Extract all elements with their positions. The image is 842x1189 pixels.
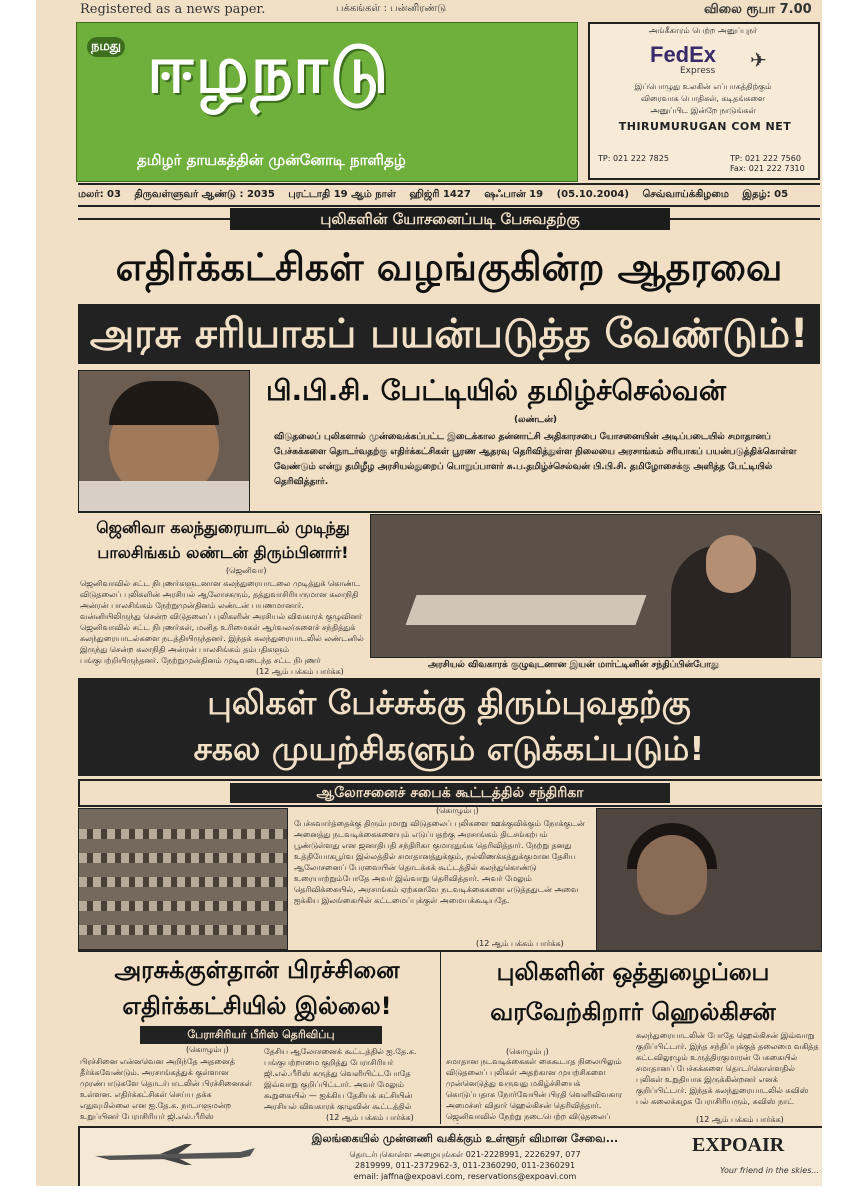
expoair-email: email: jaffna@expoavi.com, reservations@expoavi.com	[353, 1172, 577, 1181]
photo-face	[637, 835, 707, 915]
price-label: விலை ரூபா 7.00	[704, 2, 812, 17]
divider	[78, 511, 820, 513]
story3-dateline: (கொழும்பு)	[436, 806, 479, 815]
ad-line-3: விரைவாக பொதிகள், கடிதங்களை	[640, 94, 766, 103]
story5-jump: (12 ஆம் பக்கம் பார்க்க)	[696, 1115, 784, 1124]
story1-headline: எதிர்க்கட்சிகள் வழங்குகின்ற ஆதரவை	[115, 245, 783, 289]
story4-col2: தேசிய ஆலோசனைக் கூட்டத்தில் ஐ.தே.க. பங்குபற்றாமை குறித்து பேராசிரியர் ஜி.எல்.பீரிஸ் கருத்து வெளியிட்டபோதே இவ்வாறு குறிப்பிட்டார். அவர் மேலும் கூறுகையில் — ஐக்கிய தேசியக் கட்சியின் அரசியல் விவகாரக் குழுவின் கூட்டத்தில்	[264, 1047, 417, 1110]
dateline-year: திருவள்ளுவர் ஆண்டு : 2035	[134, 189, 275, 200]
story1-kicker: புலிகளின் யோசனைப்படி பேசுவதற்கு	[230, 208, 670, 230]
story4-kicker: பேராசிரியர் பீரிஸ் தெரிவிப்பு	[140, 1026, 382, 1044]
page-count: பக்கங்கள் : பன்னிரண்டு	[336, 3, 447, 14]
ad-line-4: அனுப்பிட இன்றே நாடுங்கள்	[650, 106, 756, 115]
photo-row	[79, 901, 287, 911]
photo-hair	[109, 381, 219, 425]
story2-dateline: (ஜெனிவா)	[226, 566, 267, 575]
meeting-photo	[370, 514, 822, 658]
chandrika-photo	[596, 808, 822, 952]
expoair-tagline: Your friend in the skies...	[720, 1166, 819, 1175]
photo-row	[79, 829, 287, 839]
dateline-issue: இதழ்: 05	[742, 189, 789, 200]
story1-lead: விடுதலைப் புலிகளால் முன்வைக்கப்பட்ட இடைக்கால தன்னாட்சி அதிகாரசபை யோசனையின் அடிப்படையில் சமாதானப் பேச்சுக்களை தொடர்வதற்கு எதிர்க்கட்சிகள் பூரண ஆதரவு தெரிவித்துள்ள நிலையை அரசாங்கம் சரியாகப் பயன்படுத்திக்கொள்ள வேண்டும் என்று தமிழீழ அரசியல்துறைப் பொறுப்பாளர் சு.ப.தமிழ்ச்செல்வன் பி.பி.சி. தமிழோசைக்கு அளித்த பேட்டியில் தெரிவித்தார்.	[274, 432, 797, 487]
ad-line-2: இப்பொழுது உலகின் எப்பாகத்திற்கும்	[634, 82, 772, 91]
dateline-date: (05.10.2004)	[556, 189, 629, 200]
airplane-icon: ✈	[750, 48, 767, 72]
meeting-caption: அரசியல் விவகாரக் குழுவுடனான இயன் மார்ட்டினின் சந்திப்பின்போது	[428, 660, 719, 670]
column-divider	[440, 952, 441, 1124]
story3-headline-2: சகல முயற்சிகளும் எடுக்கப்படும்!	[193, 729, 705, 768]
story4-jump: (12 ஆம் பக்கம் பார்க்க)	[326, 1113, 414, 1122]
story2-jump: (12 ஆம் பக்கம் பார்க்க)	[256, 667, 344, 676]
masthead-prefix: நமது	[87, 37, 125, 57]
photo-shirt	[79, 481, 249, 512]
ad-business-name: THIRUMURUGAN COM NET	[618, 120, 792, 133]
dateline-malar: மலர்: 03	[78, 189, 121, 200]
story1-dateline: (லண்டன்)	[514, 415, 558, 425]
fedex-sub-logo: Express	[680, 66, 716, 76]
story5-dateline: (கொழும்பு)	[506, 1047, 549, 1056]
story4-col1: பிரச்சினை என்னவென அறிந்தே அதனைத் தீர்க்கவேண்டும். அரசாங்கத்துக் குள்ளான முரண்பாடுகளே தொடர்பாடலின் பிரச்சினைகள் உள்ளன. எதிர்க்கட்சிகள் செய்ய தக்க எதுவுமில்லை என ஐ.தே.க. நாடாளுமன்ற உறுப்பினர் பேராசிரியர் ஜி.எல்.பீரிஸ்	[80, 1057, 252, 1121]
expoair-phone-1: தொடர்புகொள்ள அழையுங்கள் 021-2228991, 2226297, 077	[349, 1150, 581, 1159]
photo-row	[79, 853, 287, 863]
ad-tel-2: TP: 021 222 7560	[730, 154, 801, 163]
story3-jump: (12 ஆம் பக்கம் பார்க்க)	[476, 939, 564, 948]
expoair-ad	[78, 1126, 822, 1186]
masthead-tagline: தமிழர் தாயகத்தின் முன்னோடி நாளிதழ்	[137, 151, 406, 169]
dateline-month: புரட்டாதி 19 ஆம் நாள்	[288, 189, 396, 200]
newspaper-title: ஈழநாடு	[147, 31, 391, 108]
story4-dateline: (கொழும்பு)	[186, 1045, 229, 1054]
story5-headline-block	[446, 952, 820, 1032]
airplane-icon	[90, 1142, 260, 1166]
dateline-bar	[78, 183, 820, 207]
story5-col1: சமாதான நடவடிக்கைகள் கைகூடாத நிலையிலும் விடுதலைப் புலிகள் அதற்கான முயற்சிகளை முன்னெடுத்து வருவது மகிழ்ச்சியைக் கொடுப்பதாக நோர்வேயின் பிரதி வெளிவிவகார அமைச்சர் விதார் ஹெல்கிசன் தெரிவித்தார். ஜெனிவாவில் நேற்று நடைபெற்ற விடுதலைப்	[446, 1057, 623, 1121]
ad-tel-1: TP: 021 222 7825	[598, 154, 669, 163]
story5-col2: கலந்துரையாடலின் போதே ஹெல்கிசன் இவ்வாறு குறிப்பிட்டார். இந்த சந்திப்புக்குத் தலைமை வகித்த கட்டவிலூழும் உருத்திரகுமாரன் பேசுகையில் சமாதானப் பேச்சுக்களை தொடர்கொள்ளதில் புலிகள் உறுதியாக இருக்கின்றனர் எனக் குறிப்பிட்டார். இந்தக் கலந்துரையாடலில் சுவிஸ் பல் கலைக்கழக பேராசிரியரும், சுவிஸ் நாட்	[636, 1031, 819, 1106]
story3-headline-1: புலிகள் பேச்சுக்கு திரும்புவதற்கு	[207, 683, 691, 722]
dateline-hijri: ஹிஜ்ரி 1427	[409, 189, 471, 200]
expoair-logo: EXPOAIR	[692, 1134, 785, 1156]
story5-headline-2: வரவேற்கிறார் ஹெல்கிசன்	[490, 998, 776, 1026]
expoair-phone-2: 2819999, 011-2372962-3, 011-2360290, 011-2360291	[354, 1161, 576, 1170]
fedex-logo: FedEx	[650, 42, 717, 67]
expoair-headline: இலங்கையில் முன்னணி வகிக்கும் உள்ளூர் விமான சேவை...	[311, 1132, 619, 1145]
ad-line-1: அங்கீகாரம் பெற்ற அனுப்புநர்	[648, 26, 758, 35]
newspaper-page	[36, 0, 822, 1186]
photo-row	[79, 925, 287, 935]
story3-headline-block	[78, 678, 820, 776]
parliament-photo	[78, 808, 288, 950]
story1-headline-2: அரசு சரியாகப் பயன்படுத்த வேண்டும்!	[78, 304, 820, 364]
photo-table	[406, 595, 647, 625]
masthead	[76, 22, 578, 182]
portrait-photo	[78, 370, 250, 512]
photo-man-face	[706, 535, 756, 593]
story2-headline: ஜெனிவா கலந்துரையாடல் முடிந்து பாலசிங்கம் லண்டன் திரும்பினார்!	[96, 518, 350, 562]
story5-headline-1: புலிகளின் ஒத்துழைப்பை	[496, 958, 770, 986]
ad-fax: Fax: 021 222 7310	[730, 164, 805, 173]
story3-kicker-bar	[78, 779, 822, 807]
story2-body: ஜெனிவாவில் சட்ட நிபுணர்களுடனான கலந்துரையாடலை முடித்துக் கொண்ட விடுதலைப் புலிகளின் அரசியல் ஆலோசகரும், தத்துவாசிரியருமான கலாநிதி அன்ரன் பாலசிங்கம் நேற்றுமுன்தினம் லண்டன் பயணமானார். வன்னியிலிருந்து சென்ற விடுதலைப் புலிகளின் அரசியல் விவகாரக் குழுவினர் ஜெனிவாவில் சட்ட நிபுணர்கள், மனித உரிமைகள் ஆர்வலர்களைச் சந்தித்துக் கலந்துரையாடல்களை நடத்தியிருந்தனர். இந்தக் கலந்துரையாடலில் லண்டனில் இருந்து சென்ற கலாநிதி அன்ரன் பாலசிங்கம் தம்பதிகளும் பங்குபற்றியிருந்தனர். நேற்றுமுன்தினம் முடிவடைந்த சட்ட நிபுணர்	[80, 579, 364, 665]
dateline-sha: ஷஃபான் 19	[484, 189, 544, 200]
story3-kicker: ஆலோசனைச் சபைக் கூட்டத்தில் சந்திரிகா	[230, 783, 670, 803]
story4-headline: அரசுக்குள்தான் பிரச்சினை எதிர்க்கட்சியில் இல்லை!	[114, 956, 400, 1020]
photo-row	[79, 877, 287, 887]
fedex-ad	[588, 22, 820, 180]
dateline-day: செவ்வாய்க்கிழமை	[642, 189, 729, 200]
story1-subhead: பி.பி.சி. பேட்டியில் தமிழ்ச்செல்வன்	[266, 374, 727, 407]
story3-body: பேச்சுவார்த்தைக்கு திரும்புமாறு விடுதலைப் புலிகளை ஊக்குவிக்கும் நோக்குடன் அனைத்து நடவடிக்கைகளையும் எடுப்பதற்கு அரசாங்கம் திடசங்கற்பம் பூண்டுள்ளது என ஜனாதிபதி சந்திரிகா குமாரதுங்க தெரிவித்தார். நேற்று தனது உத்தியோகபூர்வ இல்லத்தில் சமாதானத்துக்கும், நல்லிணக்கத்துக்குமான தேசிய ஆலோசனைப் பேரவையின் தொடக்கக் கூட்டத்தில் கலந்துகொண்டு உரையாற்றும்போதே அவர் இவ்வாறு தெரிவித்தார். அவர் மேலும் தெரிவிக்கையில், அரசாங்கம் ஏற்கனவே நடவடிக்கைகளை எடுத்ததுடன் அவை ஐக்கிய இலங்கையின் கட்டமைப்புக்குள் அமையக்கூடியதே.	[294, 819, 585, 905]
registered-note: Registered as a news paper.	[80, 2, 266, 17]
